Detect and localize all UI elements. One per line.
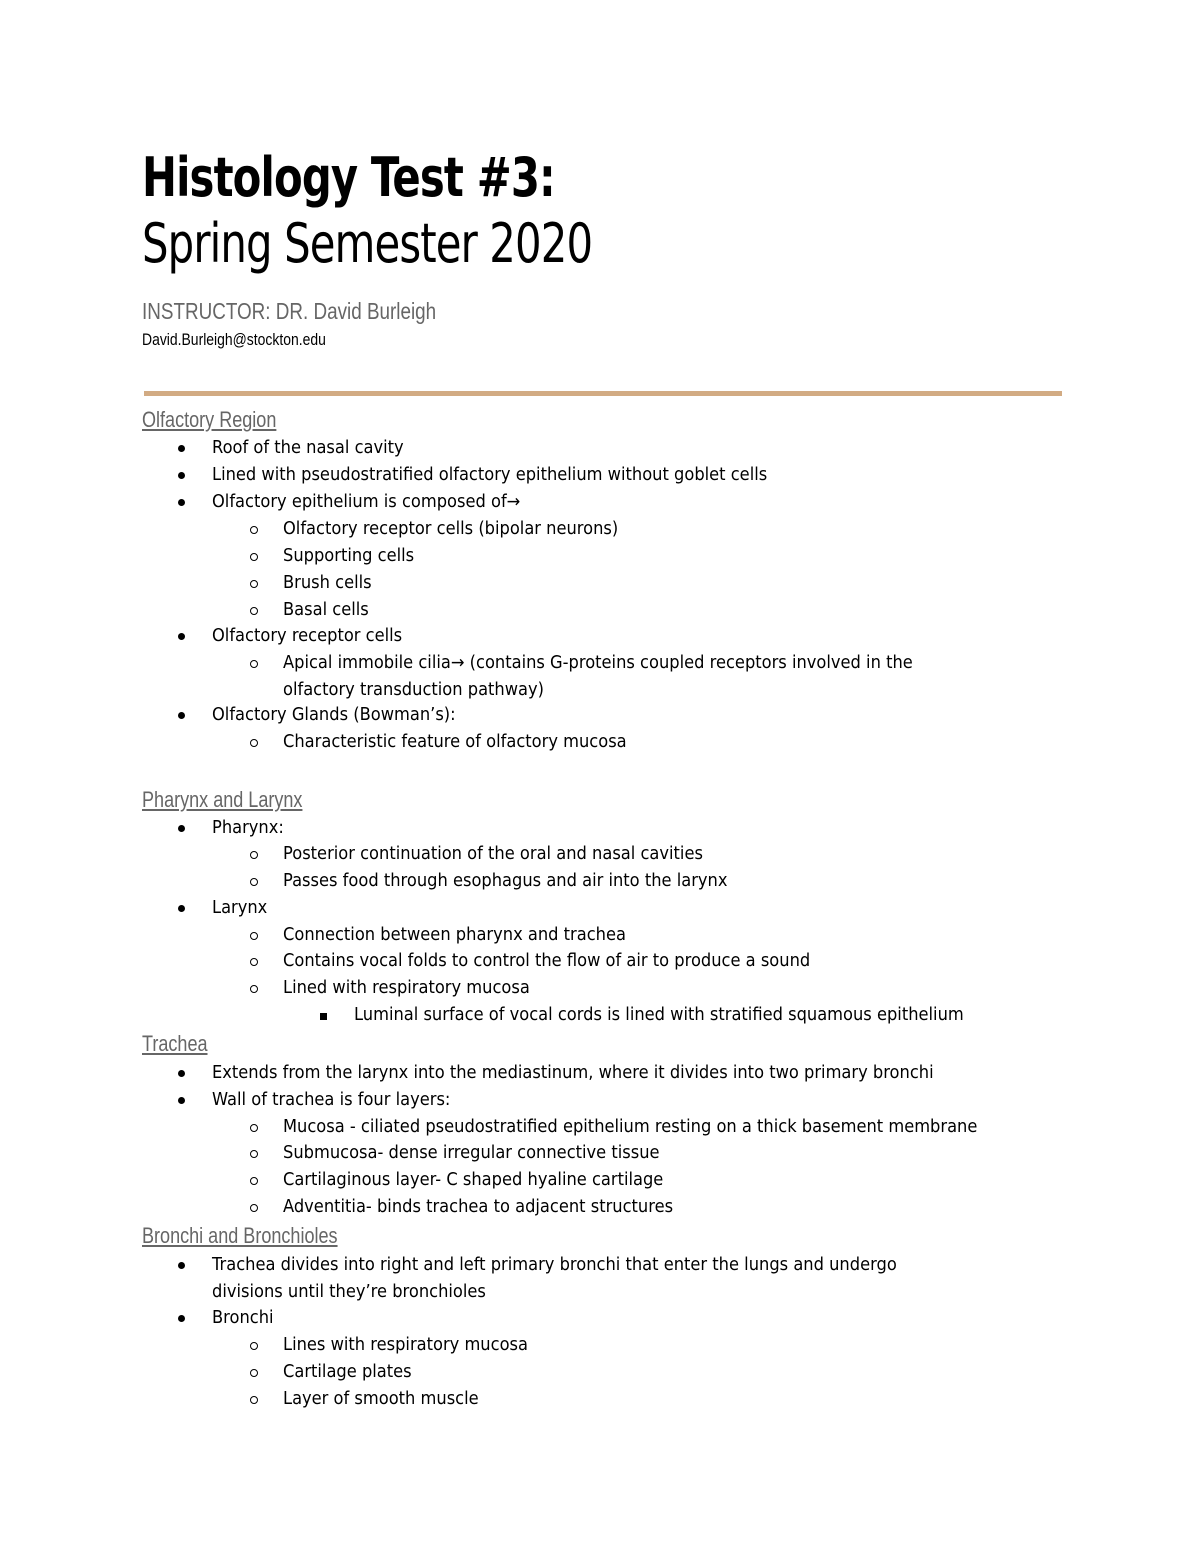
- list-item: Roof of the nasal cavity: [212, 438, 404, 458]
- circle-bullet-icon: [250, 1396, 258, 1404]
- circle-bullet-icon: [250, 878, 258, 886]
- list-item: Supporting cells: [283, 546, 415, 566]
- section-heading-trachea: Trachea: [142, 1031, 208, 1056]
- list-item: Mucosa - ciliated pseudostratified epithelium resting on a thick basement membrane: [283, 1117, 978, 1137]
- list-item: Wall of trachea is four layers:: [212, 1090, 451, 1110]
- list-item: Contains vocal folds to control the flow of air to produce a sound: [283, 951, 811, 971]
- section-heading-olfactory: Olfactory Region: [142, 407, 277, 432]
- circle-bullet-icon: [250, 958, 258, 966]
- list-item: Characteristic feature of olfactory mucosa: [283, 732, 627, 752]
- circle-bullet-icon: [250, 660, 258, 668]
- list-item: Olfactory Glands (Bowman’s):: [212, 705, 456, 725]
- circle-bullet-icon: [250, 1204, 258, 1212]
- list-item: Connection between pharynx and trachea: [283, 925, 626, 945]
- disc-bullet-icon: [178, 1315, 185, 1322]
- list-item: Bronchi: [212, 1308, 274, 1328]
- list-item: Extends from the larynx into the mediastinum, where it divides into two primary bronchi: [212, 1063, 934, 1083]
- list-item: Passes food through esophagus and air into the larynx: [283, 871, 728, 891]
- circle-bullet-icon: [250, 739, 258, 747]
- disc-bullet-icon: [178, 1070, 185, 1077]
- list-item: Lined with respiratory mucosa: [283, 978, 530, 998]
- list-item: Brush cells: [283, 573, 372, 593]
- circle-bullet-icon: [250, 985, 258, 993]
- circle-bullet-icon: [250, 1150, 258, 1158]
- list-item: Luminal surface of vocal cords is lined with stratified squamous epithelium: [354, 1005, 964, 1025]
- list-item: Submucosa- dense irregular connective tissue: [283, 1143, 660, 1163]
- circle-bullet-icon: [250, 1124, 258, 1132]
- circle-bullet-icon: [250, 932, 258, 940]
- list-item-continuation: divisions until they’re bronchioles: [212, 1282, 486, 1302]
- list-item: Lined with pseudostratified olfactory epithelium without goblet cells: [212, 465, 768, 485]
- header-divider: [144, 391, 1062, 396]
- circle-bullet-icon: [250, 607, 258, 615]
- list-item: Cartilage plates: [283, 1362, 412, 1382]
- section-heading-bronchi: Bronchi and Bronchioles: [142, 1223, 338, 1248]
- list-item: Olfactory receptor cells: [212, 626, 403, 646]
- disc-bullet-icon: [178, 633, 185, 640]
- circle-bullet-icon: [250, 580, 258, 588]
- circle-bullet-icon: [250, 1342, 258, 1350]
- disc-bullet-icon: [178, 499, 185, 506]
- section-heading-pharynx-larynx: Pharynx and Larynx: [142, 787, 303, 812]
- disc-bullet-icon: [178, 1262, 185, 1269]
- list-item: Adventitia- binds trachea to adjacent structures: [283, 1197, 674, 1217]
- disc-bullet-icon: [178, 472, 185, 479]
- disc-bullet-icon: [178, 1097, 185, 1104]
- list-item: Basal cells: [283, 600, 369, 620]
- page-subtitle: Spring Semester 2020: [142, 212, 593, 275]
- circle-bullet-icon: [250, 526, 258, 534]
- disc-bullet-icon: [178, 905, 185, 912]
- instructor-email: David.Burleigh@stockton.edu: [142, 330, 326, 349]
- circle-bullet-icon: [250, 851, 258, 859]
- list-item: Lines with respiratory mucosa: [283, 1335, 528, 1355]
- page-title: Histology Test #3:: [142, 146, 555, 209]
- circle-bullet-icon: [250, 1177, 258, 1185]
- list-item: Cartilaginous layer- C shaped hyaline cartilage: [283, 1170, 664, 1190]
- list-item-continuation: olfactory transduction pathway): [283, 680, 545, 700]
- list-item: Layer of smooth muscle: [283, 1389, 479, 1409]
- list-item: Trachea divides into right and left primary bronchi that enter the lungs and undergo: [212, 1255, 897, 1275]
- instructor-name: INSTRUCTOR: DR. David Burleigh: [142, 298, 437, 324]
- list-item: Olfactory epithelium is composed of→: [212, 492, 521, 512]
- disc-bullet-icon: [178, 445, 185, 452]
- disc-bullet-icon: [178, 825, 185, 832]
- list-item: Posterior continuation of the oral and nasal cavities: [283, 844, 703, 864]
- disc-bullet-icon: [178, 712, 185, 719]
- list-item: Apical immobile cilia→ (contains G-proteins coupled receptors involved in the: [283, 653, 913, 673]
- circle-bullet-icon: [250, 1369, 258, 1377]
- list-item: Pharynx:: [212, 818, 284, 838]
- circle-bullet-icon: [250, 553, 258, 561]
- square-bullet-icon: [320, 1013, 327, 1020]
- list-item: Larynx: [212, 898, 268, 918]
- list-item: Olfactory receptor cells (bipolar neurons): [283, 519, 619, 539]
